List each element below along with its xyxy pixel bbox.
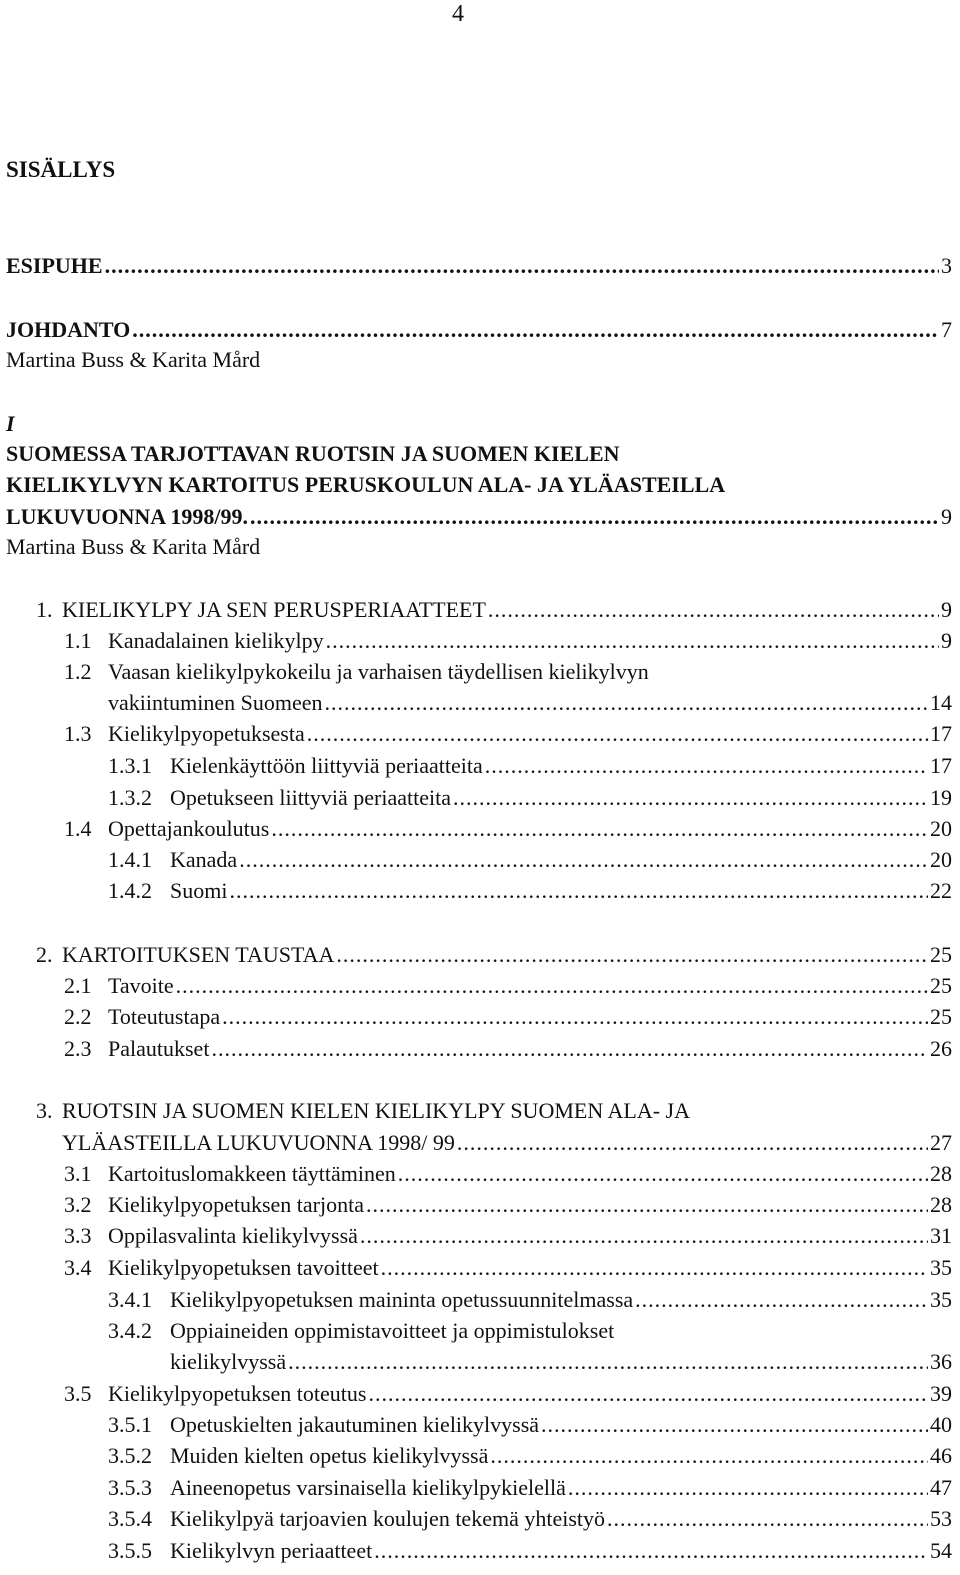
- toc-entry[interactable]: [64, 627, 952, 655]
- toc-entry-page: 25: [930, 973, 952, 998]
- toc-entry-page: 47: [930, 1475, 952, 1500]
- dot-leader: [250, 503, 939, 531]
- toc-entry-label: Kanadalainen kielikylpy: [108, 628, 324, 653]
- dot-leader: [132, 316, 939, 344]
- dot-leader: [326, 627, 939, 655]
- toc-entry-page: 53: [930, 1506, 952, 1531]
- toc-entry-number: 2.: [36, 942, 53, 967]
- toc-entry-label: Kanada: [170, 847, 238, 872]
- toc-entry-number: 3.5.4: [108, 1506, 152, 1531]
- toc-entry-number: 3.5.2: [108, 1443, 152, 1468]
- toc-entry-page: 20: [930, 816, 952, 841]
- toc-entry-number: 3.4.1: [108, 1287, 152, 1312]
- toc-entry-label: Kielikylvyn periaatteet: [170, 1538, 373, 1563]
- toc-entry[interactable]: [64, 1380, 952, 1408]
- dot-leader: [222, 1003, 928, 1031]
- toc-entry-label: Kielikylpyopetuksen tavoitteet: [108, 1255, 379, 1280]
- toc-entry[interactable]: [64, 1254, 952, 1282]
- toc-entry-page: 9: [941, 504, 952, 529]
- toc-entry-number: 1.4.2: [108, 878, 152, 903]
- toc-entry[interactable]: [62, 1129, 952, 1157]
- toc-entry-label: Kielikylpyopetuksen toteutus: [108, 1381, 367, 1406]
- toc-title: SISÄLLYS: [6, 157, 116, 182]
- toc-entry[interactable]: [36, 596, 952, 624]
- toc-entry-label: Oppilasvalinta kielikylvyssä: [108, 1223, 358, 1248]
- johdanto-authors: Martina Buss & Karita Mård: [6, 347, 261, 372]
- toc-entry-label: vakiintuminen Suomeen: [108, 690, 323, 715]
- toc-entry-number: 2.3: [64, 1036, 92, 1061]
- toc-entry-page: 26: [930, 1036, 952, 1061]
- part-title-line-2: KIELIKYLVYN KARTOITUS PERUSKOULUN ALA- JA YLÄASTEILLA: [6, 472, 726, 497]
- toc-entry-label: KARTOITUKSEN TAUSTAA: [62, 942, 335, 967]
- toc-entry-number: 1.2: [64, 659, 92, 684]
- dot-leader: [635, 1286, 928, 1314]
- toc-entry-label: Kielikylpyopetuksesta: [108, 721, 305, 746]
- toc-entry-page: 14: [930, 690, 952, 715]
- toc-entry-label: Palautukset: [108, 1036, 210, 1061]
- toc-entry-esipuhe[interactable]: [6, 252, 952, 280]
- dot-leader: [211, 1035, 928, 1063]
- toc-entry[interactable]: [108, 877, 952, 905]
- toc-entry-label: Opetukseen liittyviä periaatteita: [170, 785, 452, 810]
- toc-entry-label: RUOTSIN JA SUOMEN KIELEN KIELIKYLPY SUOMEN ALA- JA: [62, 1098, 690, 1123]
- part-title-line-3: LUKUVUONNA 1998/99.: [6, 504, 249, 529]
- toc-entry[interactable]: [108, 1317, 614, 1345]
- toc-entry-number: 3.3: [64, 1223, 92, 1248]
- toc-entry-number: 3.5.1: [108, 1412, 152, 1437]
- toc-entry-page: 9: [941, 628, 952, 653]
- part-authors: Martina Buss & Karita Mård: [6, 534, 261, 559]
- toc-entry-number: 2.1: [64, 973, 92, 998]
- toc-entry-page: 17: [930, 721, 952, 746]
- toc-entry-number: 3.2: [64, 1192, 92, 1217]
- toc-entry-label: Aineenopetus varsinaisella kielikylpykielellä: [170, 1475, 566, 1500]
- toc-entry-number: 1.3.2: [108, 785, 152, 810]
- toc-entry[interactable]: [64, 1035, 952, 1063]
- toc-entry-page: 25: [930, 942, 952, 967]
- toc-entry-page: 22: [930, 878, 952, 903]
- toc-entry[interactable]: [64, 1222, 952, 1250]
- toc-entry-label: Kielikylpyopetuksen tarjonta: [108, 1192, 364, 1217]
- toc-entry-page: 28: [930, 1161, 952, 1186]
- toc-entry[interactable]: [36, 941, 952, 969]
- toc-entry[interactable]: [64, 1191, 952, 1219]
- dot-leader: [288, 1348, 928, 1376]
- part-title-line-1: SUOMESSA TARJOTTAVAN RUOTSIN JA SUOMEN KIELEN: [6, 441, 620, 466]
- toc-entry-page: 54: [930, 1538, 952, 1563]
- toc-entry-label: JOHDANTO: [6, 317, 131, 342]
- toc-entry-label: Toteutustapa: [108, 1004, 221, 1029]
- toc-entry-part-1[interactable]: [6, 503, 952, 531]
- toc-entry-page: 35: [930, 1287, 952, 1312]
- dot-leader: [307, 720, 928, 748]
- toc-entry-label: Muiden kielten opetus kielikylvyssä: [170, 1443, 489, 1468]
- toc-entry[interactable]: [108, 1442, 952, 1470]
- toc-entry-number: 3.: [36, 1098, 53, 1123]
- dot-leader: [568, 1474, 928, 1502]
- toc-entry[interactable]: [108, 1537, 952, 1565]
- dot-leader: [368, 1380, 928, 1408]
- toc-entry-page: 19: [930, 785, 952, 810]
- toc-entry-label: kielikylvyssä: [170, 1349, 287, 1374]
- toc-entry-label: Kielikylpyopetuksen maininta opetussuunnitelmassa: [170, 1287, 634, 1312]
- toc-entry[interactable]: [108, 752, 952, 780]
- dot-leader: [607, 1505, 928, 1533]
- toc-entry[interactable]: [108, 1411, 952, 1439]
- toc-entry[interactable]: [36, 1097, 690, 1125]
- toc-entry[interactable]: [108, 1474, 952, 1502]
- toc-entry-page: 3: [941, 253, 952, 278]
- toc-entry-label: Vaasan kielikylpykokeilu ja varhaisen täydellisen kielikylvyn: [108, 659, 649, 684]
- toc-entry-page: 25: [930, 1004, 952, 1029]
- toc-entry[interactable]: [64, 658, 649, 686]
- toc-entry-number: 3.5.3: [108, 1475, 152, 1500]
- toc-entry-label: ESIPUHE: [6, 253, 103, 278]
- toc-entry-number: 1.: [36, 597, 53, 622]
- toc-entry[interactable]: [64, 815, 952, 843]
- toc-entry-number: 1.1: [64, 628, 92, 653]
- dot-leader: [366, 1191, 928, 1219]
- dot-leader: [105, 252, 939, 280]
- toc-entry-number: 3.1: [64, 1161, 92, 1186]
- dot-leader: [324, 689, 928, 717]
- toc-entry-label: Opetuskielten jakautuminen kielikylvyssä: [170, 1412, 540, 1437]
- toc-entry-number: 1.3.1: [108, 753, 152, 778]
- dot-leader: [398, 1160, 928, 1188]
- dot-leader: [488, 596, 939, 624]
- toc-entry-label: Kartoituslomakkeen täyttäminen: [108, 1161, 396, 1186]
- toc-entry-label: Suomi: [170, 878, 228, 903]
- page-number: 4: [452, 1, 464, 27]
- toc-entry-number: 2.2: [64, 1004, 92, 1029]
- toc-entry-page: 36: [930, 1349, 952, 1374]
- toc-entry-number: 3.4.2: [108, 1318, 152, 1343]
- toc-entry[interactable]: [64, 972, 952, 1000]
- dot-leader: [457, 1129, 928, 1157]
- toc-entry[interactable]: [108, 689, 952, 717]
- dot-leader: [490, 1442, 928, 1470]
- dot-leader: [239, 846, 928, 874]
- toc-entry[interactable]: [64, 1160, 952, 1188]
- toc-entry-label: KIELIKYLPY JA SEN PERUSPERIAATTEET: [62, 597, 486, 622]
- toc-entry[interactable]: [108, 1505, 952, 1533]
- dot-leader: [336, 941, 928, 969]
- toc-entry-page: 46: [930, 1443, 952, 1468]
- toc-entry-label: Opettajankoulutus: [108, 816, 270, 841]
- toc-entry-page: 39: [930, 1381, 952, 1406]
- toc-entry-page: 28: [930, 1192, 952, 1217]
- toc-entry[interactable]: [64, 1003, 952, 1031]
- dot-leader: [485, 752, 928, 780]
- toc-entry[interactable]: [108, 846, 952, 874]
- toc-entry-page: 40: [930, 1412, 952, 1437]
- toc-entry[interactable]: [64, 720, 952, 748]
- toc-entry-page: 20: [930, 847, 952, 872]
- dot-leader: [541, 1411, 928, 1439]
- toc-entry-label: YLÄASTEILLA LUKUVUONNA 1998/ 99: [62, 1130, 455, 1155]
- dot-leader: [381, 1254, 928, 1282]
- toc-entry-page: 27: [930, 1130, 952, 1155]
- toc-entry-label: Tavoite: [108, 973, 174, 998]
- toc-entry-number: 3.5: [64, 1381, 92, 1406]
- toc-entry-label: Oppiaineiden oppimistavoitteet ja oppimistulokset: [170, 1318, 615, 1343]
- toc-entry[interactable]: [170, 1348, 952, 1376]
- toc-entry-label: Kielikylpyä tarjoavien koulujen tekemä yhteistyö: [170, 1506, 605, 1531]
- toc-entry-page: 35: [930, 1255, 952, 1280]
- toc-entry-number: 1.4: [64, 816, 92, 841]
- dot-leader: [360, 1222, 928, 1250]
- toc-entry-number: 1.3: [64, 721, 92, 746]
- part-numeral: I: [6, 411, 15, 436]
- toc-entry-johdanto[interactable]: [6, 316, 952, 344]
- dot-leader: [176, 972, 928, 1000]
- toc-entry[interactable]: [108, 1286, 952, 1314]
- dot-leader: [271, 815, 928, 843]
- dot-leader: [374, 1537, 928, 1565]
- toc-entry-number: 1.4.1: [108, 847, 152, 872]
- toc-entry[interactable]: [108, 784, 952, 812]
- toc-entry-number: 3.5.5: [108, 1538, 152, 1563]
- toc-entry-page: 31: [930, 1223, 952, 1248]
- toc-entry-page: 7: [941, 317, 952, 342]
- toc-entry-page: 9: [941, 597, 952, 622]
- dot-leader: [229, 877, 928, 905]
- toc-entry-number: 3.4: [64, 1255, 92, 1280]
- toc-entry-page: 17: [930, 753, 952, 778]
- toc-entry-label: Kielenkäyttöön liittyviä periaatteita: [170, 753, 483, 778]
- dot-leader: [453, 784, 928, 812]
